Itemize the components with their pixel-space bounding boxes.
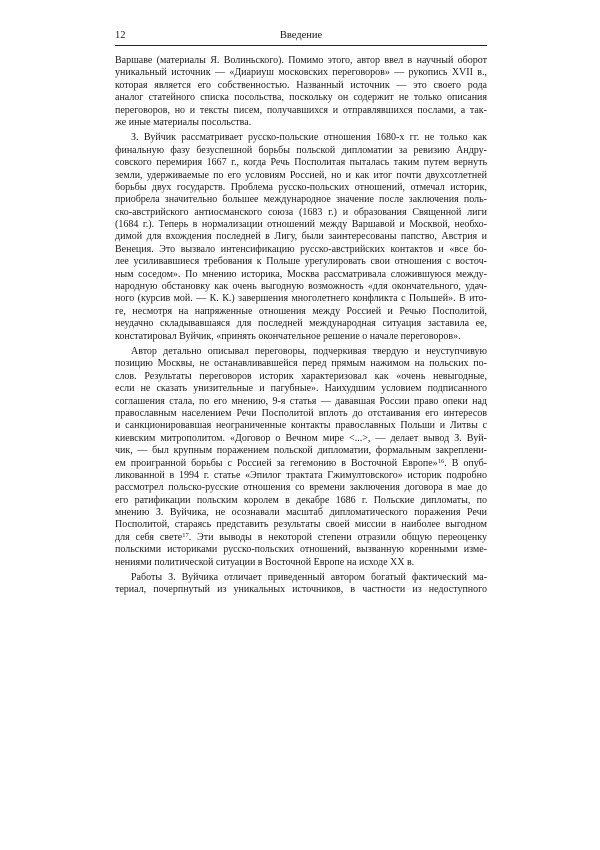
text-line: киевским митрополитом. «Договор о Вечном мире <...>, — делает вывод З. Вуй-: [115, 432, 487, 444]
body-text: [115, 55, 487, 597]
text-line: З. Вуйчик рассматривает русско-польские отношения 1680-х гг. не только как: [131, 132, 487, 144]
header-rule: [115, 45, 487, 46]
text-line: чик, — был крупным поражением польской дипломатии, формальным закреплени-: [115, 445, 487, 457]
text-line: мнению З. Вуйчика, не осознавали масштаб дипломатического поражения Речи: [115, 507, 487, 519]
text-line: нениями политической ситуации в Восточной Европе на исходе XX в.: [115, 556, 415, 568]
text-line: ге, несмотря на напряженные отношения между Россией и Речью Посполитой,: [115, 305, 487, 317]
text-line: Варшаве (материалы Я. Волиньского). Помимо этого, автор ввел в научный оборот: [115, 55, 487, 66]
text-line: Венеция. Это вызвало интенсификацию русско-австрийских контактов и «все бо-: [115, 243, 487, 255]
text-line: народную обстановку как очень выгодную возможность «для окончательного, удач-: [115, 281, 487, 293]
paragraph: [115, 55, 487, 129]
text-line: аналог статейного списка посольства, поскольку он содержит не только описания: [115, 92, 487, 104]
text-line: димой для вхождения последней в Лигу, были заинтересованы папство, Австрия и: [115, 231, 487, 243]
text-line: польскими историками русско-польских отношений, вызванную коренными изме-: [115, 544, 487, 556]
text-line: Автор детально описывал переговоры, подчеркивая твердую и неуступчивую: [131, 345, 487, 357]
paragraph: [115, 346, 487, 569]
text-line: Посполитой, стараясь представить результаты своей миссии в наиболее выгодном: [115, 519, 487, 531]
text-line: земли, удерживаемые по его условиям Россией, но и как итог почти двухсотлетней: [115, 169, 487, 181]
text-line: которая является его собственностью. Названный источник — это своего рода: [115, 79, 487, 91]
text-line: если не сказать унизительные и пагубные». Наихудшим условием подписанного: [115, 383, 487, 395]
text-line: же иные материалы посольства.: [115, 116, 252, 128]
paragraph: [115, 572, 487, 597]
text-line: Работы З. Вуйчика отличает приведенный автором богатый фактический ма-: [131, 572, 487, 584]
text-line: слов. Результаты переговоров историк характеризовал как «очень невыгодные,: [115, 370, 487, 382]
text-line: неудачно складывавшаяся для последней международная ситуация заставила ее,: [115, 318, 487, 330]
footnote-reference[interactable]: 17: [182, 531, 189, 539]
text-line: совского перемирия 1667 г., когда Речь Посполитая пыталась таким путем вернуть: [115, 157, 487, 169]
text-line: соглашения стала, по его мнению, 9-я статья — дававшая России право опеки над: [115, 395, 487, 407]
text-line: для себя свете$^{17}$. Эти выводы в некоторой степени отразили общую переоценку: [115, 531, 487, 543]
text-line: позицию Москвы, не останавливавшейся перед прямым нажимом на польских по-: [115, 358, 487, 370]
running-header: [115, 30, 487, 46]
text-line: финальную фазу безуспешной борьбы польской дипломатии за ревизию Андру-: [115, 144, 487, 156]
page-number: 12: [115, 30, 126, 41]
text-line: (1684 г.). Теперь в нормализации отношений между Варшавой и Москвой, необхо-: [115, 219, 487, 231]
running-title: Введение: [279, 30, 323, 41]
text-line: ного (курсив мой. — К. К.) завершения многолетнего конфликта с Польшей». В ито-: [115, 293, 487, 305]
text-line: ным соседом». По мнению историка, Москва рассматривала сложившуюся между-: [115, 268, 487, 280]
text-line: его ратификации польским королем в декабре 1686 г. Польские дипломаты, по: [115, 494, 487, 506]
text-line: ликованной в 1994 г. статье «Эпилог трактата Гжимултовского» историк подробно: [115, 469, 487, 481]
text-line: ем проигранной борьбы с Россией за гегемонию в Восточной Европе»$^{16}$. В опуб-: [115, 457, 488, 469]
text-line: и санкционировавшая неограниченные контакты православных Польши и Литвы с: [115, 420, 487, 432]
text-line: рассмотрел польско-русские отношения со времени заключения договора в мае до: [115, 482, 487, 494]
text-line: уникальный источник — «Диариуш московских переговоров» — рукопись XVII в.,: [115, 67, 487, 79]
text-line: переговоров, но и тексты писем, получавшихся и отправлявшихся послами, а так-: [115, 104, 487, 116]
text-line: лее усиливавшиеся требования к Польше урегулировать свои отношения с восточ-: [115, 256, 487, 268]
text-line: борьбы двух государств. Проблема русско-польских отношений, отмечал историк,: [115, 181, 487, 193]
text-line: ско-австрийского антиосманского союза (1683 г.) и образования Священной лиги: [115, 206, 487, 218]
paragraph: [115, 132, 487, 343]
text-line: православным населением Речи Посполитой вплоть до отстаивания его интересов: [115, 407, 487, 419]
text-line: констатировал Вуйчик, «принять окончательное решение о начале переговоров».: [115, 330, 461, 342]
text-line: териал, почерпнутый из уникальных источников, в частности из недоступного: [115, 584, 487, 596]
text-line: приобрела значительно большее международное значение после заключения поль-: [115, 194, 487, 206]
footnote-reference[interactable]: 16: [437, 457, 445, 465]
